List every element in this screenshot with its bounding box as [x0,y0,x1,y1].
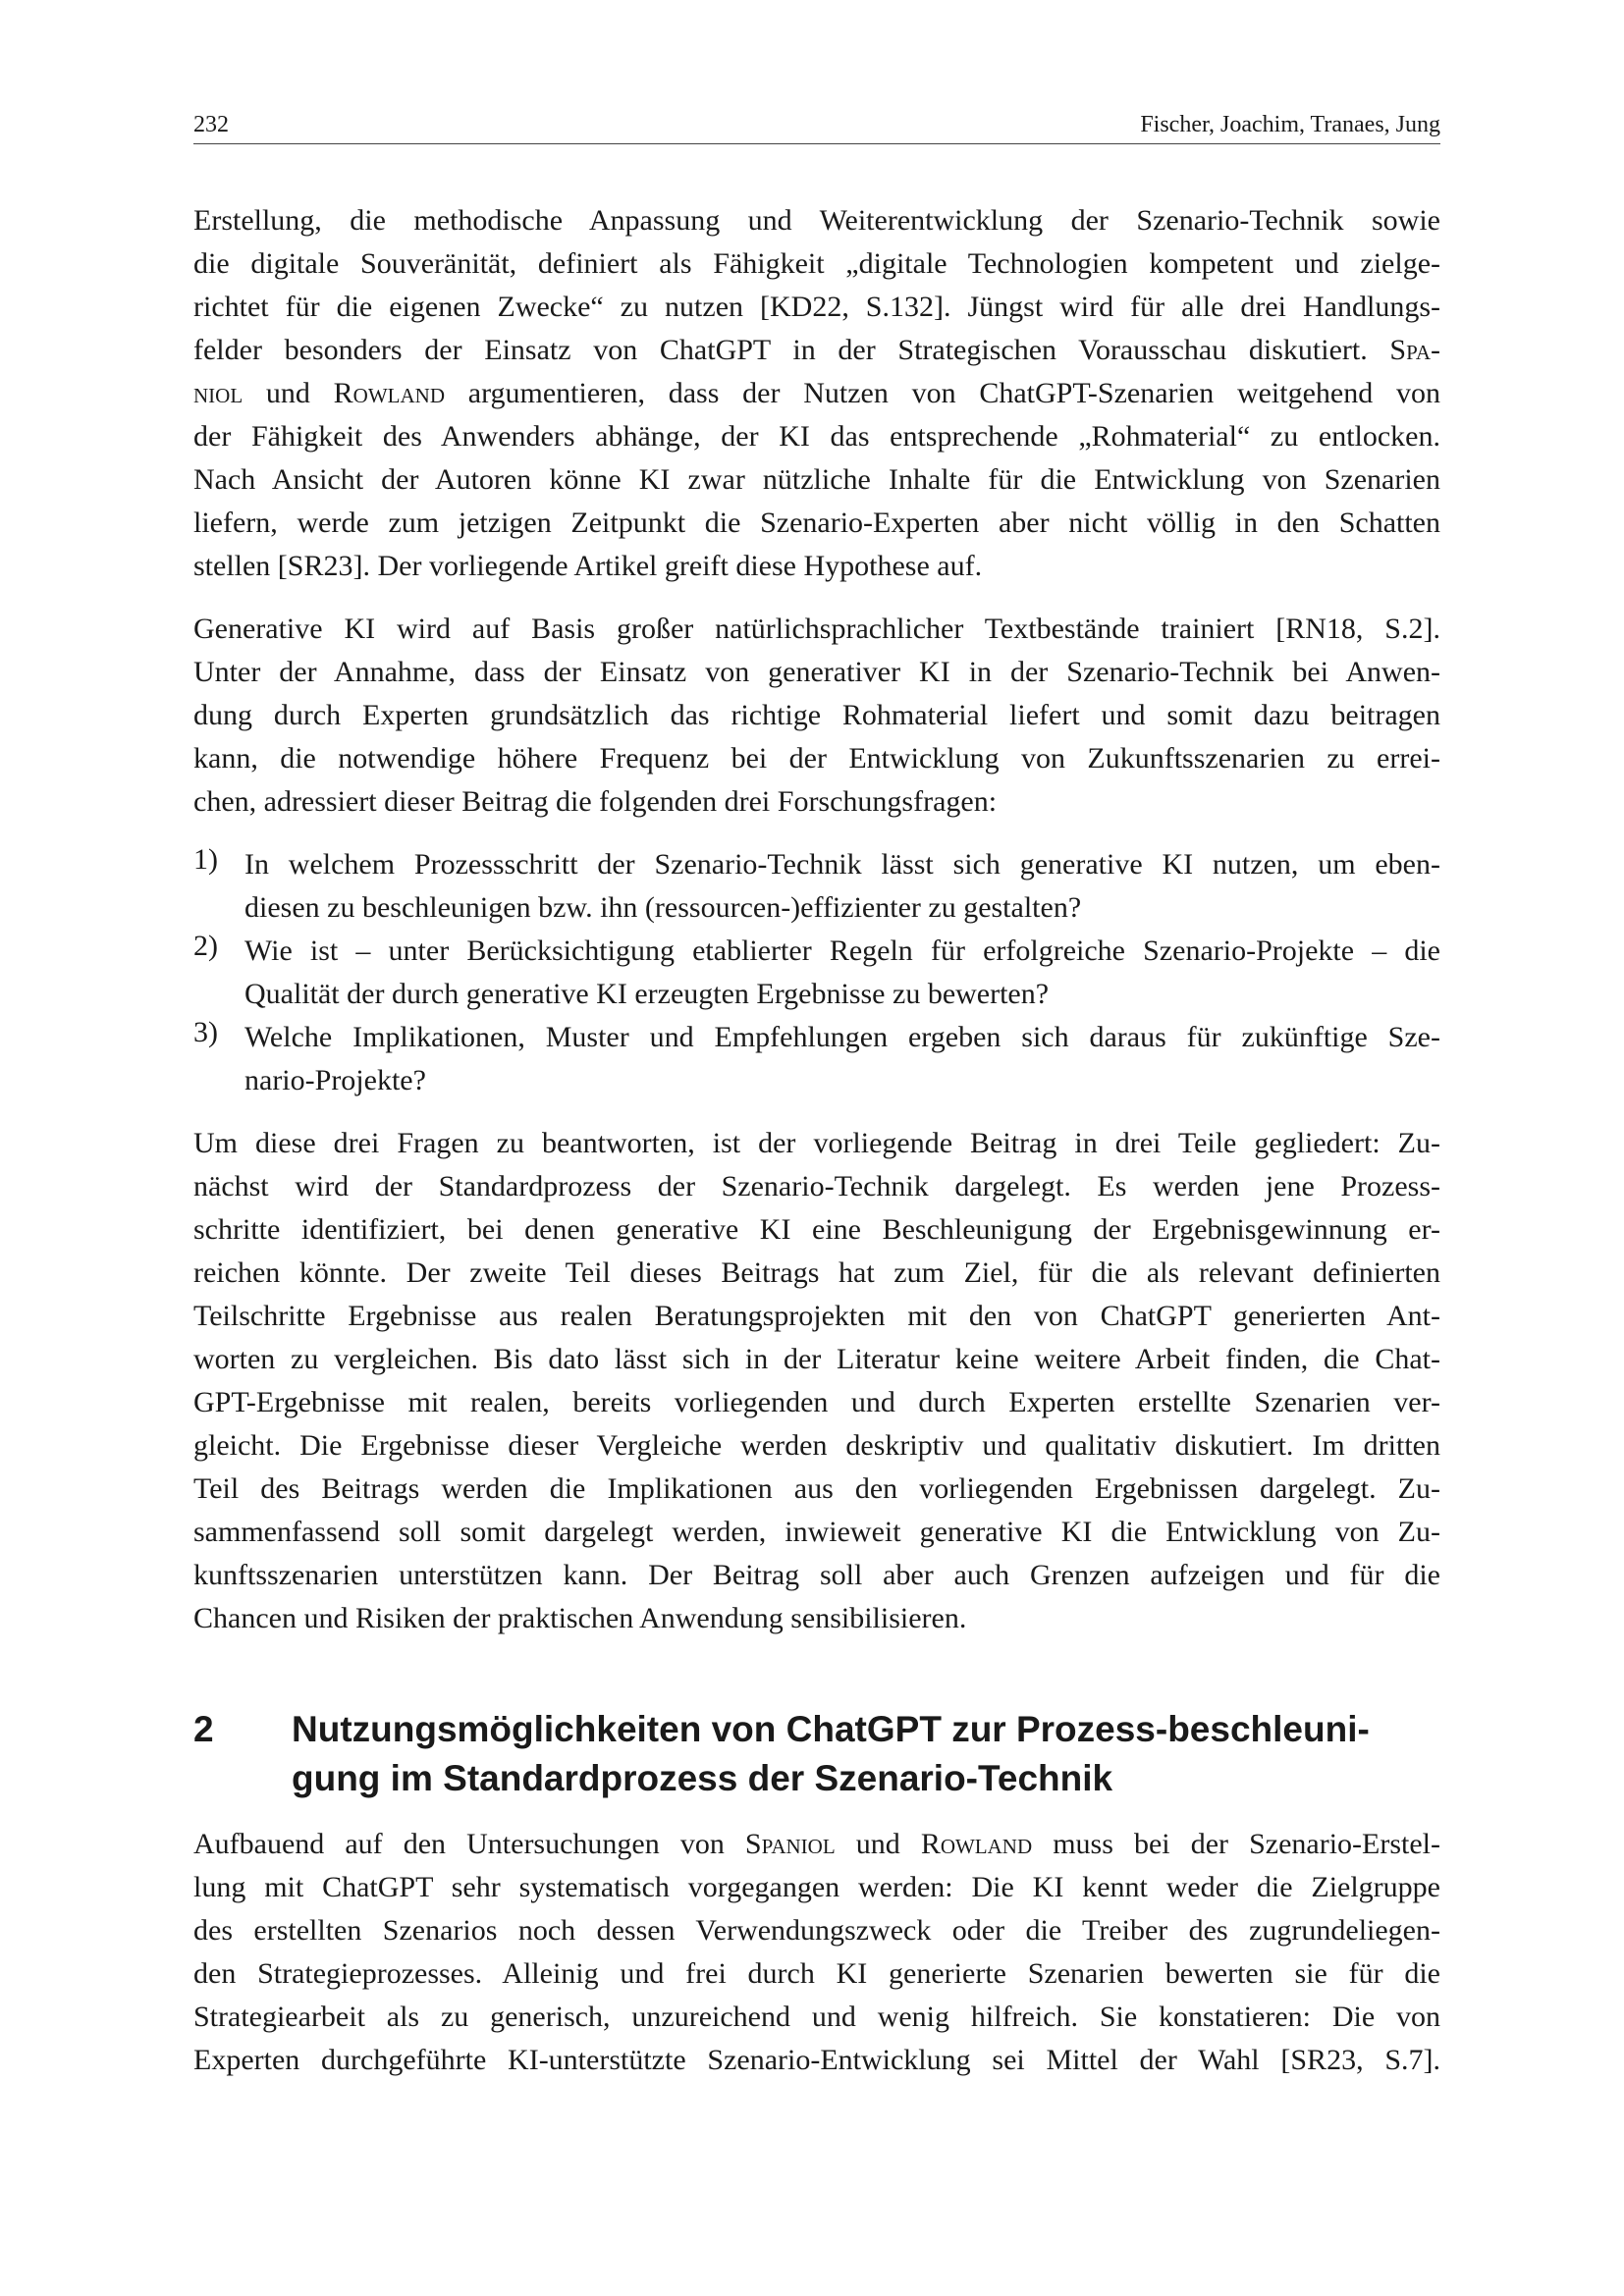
text-line: reichen könnte. Der zweite Teil dieses Beitrags hat zum Ziel, für die als relevant definierten [193,1256,1440,1289]
text-line: sammenfassend soll somit dargelegt werden, inwieweit generative KI die Entwicklung von Zu- [193,1516,1440,1548]
text-line: niol und Rowland argumentieren, dass der Nutzen von ChatGPT-Szenarien weitgehend von [193,377,1440,409]
text-line: GPT-Ergebnisse mit realen, bereits vorliegenden und durch Experten erstellte Szenarien ver- [193,1386,1440,1418]
paragraph-section2 [193,1823,1440,2082]
section-heading [193,1705,1440,1803]
text-line: die digitale Souveränität, definiert als Fähigkeit „digitale Technologien kompetent und zielge- [193,247,1440,280]
text-line: In welchem Prozessschritt der Szenario-Technik lässt sich generative KI nutzen, um eben- [244,848,1440,881]
text-line: Strategiearbeit als zu generisch, unzureichend und wenig hilfreich. Sie konstatieren: Die von [193,2001,1440,2033]
text-line: Qualität der durch generative KI erzeugten Ergebnisse zu bewerten? [244,978,1050,1010]
text-line: Teilschritte Ergebnisse aus realen Beratungsprojekten mit den von ChatGPT generierten Ant- [193,1300,1440,1332]
text-line: kunftsszenarien unterstützen kann. Der Beitrag soll aber auch Grenzen aufzeigen und für die [193,1559,1440,1591]
text-line: Unter der Annahme, dass der Einsatz von generativer KI in der Szenario-Technik bei Anwen- [193,656,1440,688]
list-item [193,930,1440,1016]
list-marker: 1) [193,843,218,876]
text-line: kann, die notwendige höhere Frequenz bei der Entwicklung von Zukunftsszenarien zu errei- [193,742,1440,774]
list-marker: 3) [193,1016,218,1048]
list-marker: 2) [193,930,218,962]
text-line: den Strategieprozesses. Alleinig und frei durch KI generierte Szenarien bewerten sie für die [193,1957,1440,1990]
text-line: diesen zu beschleunigen bzw. ihn (ressourcen-)effizienter zu gestalten? [244,891,1082,924]
text-line: dung durch Experten grundsätzlich das richtige Rohmaterial liefert und somit dazu beitragen [193,699,1440,731]
text-line: Um diese drei Fragen zu beantworten, ist der vorliegende Beitrag in drei Teile gegliedert: Zu- [193,1127,1440,1159]
text-line: liefern, werde zum jetzigen Zeitpunkt die Szenario-Experten aber nicht völlig in den Schatten [193,507,1440,539]
paragraph-generative-ki [193,608,1440,824]
text-line: Aufbauend auf den Untersuchungen von Spaniol und Rowland muss bei der Szenario-Erstel- [193,1828,1440,1860]
list-item [193,843,1440,930]
text-line: schritte identifiziert, bei denen generative KI eine Beschleunigung der Ergebnisgewinnung er- [193,1213,1440,1246]
text-line: Generative KI wird auf Basis großer natürlichsprachlicher Textbestände trainiert [RN18, S.2]. [193,613,1440,645]
page-number: 232 [193,112,229,137]
research-questions-list [193,843,1440,1102]
paragraph-structure [193,1122,1440,1640]
text-line: chen, adressiert dieser Beitrag die folgenden drei Forschungsfragen: [193,785,998,818]
text-line: Teil des Beitrags werden die Implikationen aus den vorliegenden Ergebnissen dargelegt. Zu- [193,1472,1440,1505]
text-line: nario-Projekte? [244,1064,426,1096]
text-line: lung mit ChatGPT sehr systematisch vorgegangen werden: Die KI kennt weder die Zielgruppe [193,1871,1440,1903]
paragraph-intro [193,199,1440,588]
section-title-line: gung im Standardprozess der Szenario-Technik [292,1758,1113,1798]
body-text [193,199,1440,2102]
text-line: des erstellten Szenarios noch dessen Verwendungszweck oder die Treiber des zugrundeliegen- [193,1914,1440,1947]
text-line: stellen [SR23]. Der vorliegende Artikel greift diese Hypothese auf. [193,550,983,582]
text-line: Erstellung, die methodische Anpassung und Weiterentwicklung der Szenario-Technik sowie [193,204,1440,237]
page-header [193,108,1440,144]
list-item [193,1016,1440,1102]
text-line: Welche Implikationen, Muster und Empfehlungen ergeben sich daraus für zukünftige Sze- [244,1021,1440,1053]
text-line: Experten durchgeführte KI-unterstützte Szenario-Entwicklung sei Mittel der Wahl [SR23, S.7]. [193,2044,1440,2076]
running-head: Fischer, Joachim, Tranaes, Jung [1140,112,1440,137]
section-title-line: Nutzungsmöglichkeiten von ChatGPT zur Prozess-beschleuni- [292,1709,1370,1749]
text-line: Chancen und Risiken der praktischen Anwendung sensibilisieren. [193,1602,967,1634]
text-line: nächst wird der Standardprozess der Szenario-Technik dargelegt. Es werden jene Prozess- [193,1170,1440,1202]
text-line: Wie ist – unter Berücksichtigung etablierter Regeln für erfolgreiche Szenario-Projekte – die [244,934,1440,967]
section-number: 2 [193,1709,214,1749]
text-line: der Fähigkeit des Anwenders abhänge, der KI das entsprechende „Rohmaterial“ zu entlocken. [193,420,1440,453]
text-line: worten zu vergleichen. Bis dato lässt sich in der Literatur keine weitere Arbeit finden, die Chat- [193,1343,1440,1375]
text-line: felder besonders der Einsatz von ChatGPT in der Strategischen Vorausschau diskutiert. Spa- [193,334,1440,366]
text-line: gleicht. Die Ergebnisse dieser Vergleiche werden deskriptiv und qualitativ diskutiert. Im dritten [193,1429,1440,1462]
text-line: Nach Ansicht der Autoren könne KI zwar nützliche Inhalte für die Entwicklung von Szenarien [193,463,1440,496]
text-line: richtet für die eigenen Zwecke“ zu nutzen [KD22, S.132]. Jüngst wird für alle drei Handlungs- [193,291,1440,323]
